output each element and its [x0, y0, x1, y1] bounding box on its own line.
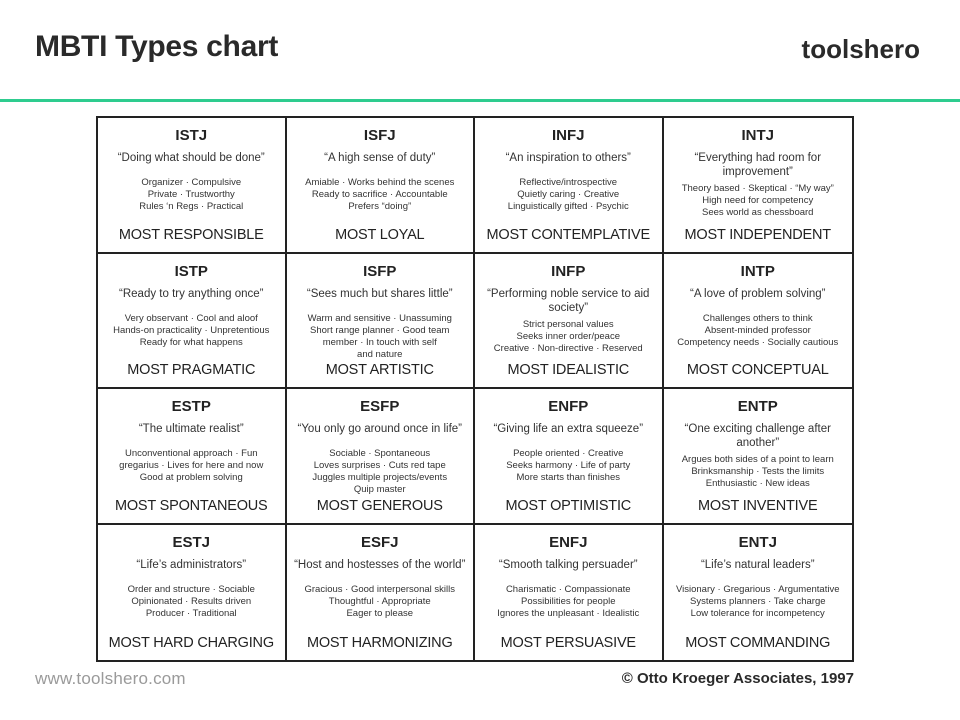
trait-line: Charismatic · Compassionate [505, 583, 631, 595]
trait-line: Loves surprises · Cuts red tape [313, 460, 446, 471]
trait-line: More starts than finishes [516, 472, 620, 483]
trait-line: Unconventional approach · Fun [124, 448, 258, 459]
trait-line: Ready to sacrifice · Accountable [311, 189, 448, 200]
trait-line: Challenges others to think [702, 312, 813, 324]
type-quote: “Life’s natural leaders” [700, 558, 815, 571]
mbti-grid [96, 116, 854, 662]
type-traits [290, 584, 471, 620]
type-label: MOST SPONTANEOUS [114, 497, 268, 514]
type-label: MOST INVENTIVE [698, 497, 818, 514]
trait-line: Argues both sides of a point to learn [681, 454, 834, 465]
trait-line: Strict personal values [522, 318, 614, 330]
trait-line: Gracious · Good interpersonal skills [304, 583, 455, 595]
trait-line: Producer · Traditional [145, 607, 237, 619]
type-cell-estj [98, 525, 287, 661]
type-cell-enfj [475, 525, 664, 661]
type-quote: “Everything had room for improvement” [694, 152, 822, 178]
type-code: INFP [551, 262, 586, 280]
type-quote: “Smooth talking persuader” [498, 558, 638, 571]
type-code: ENTP [737, 398, 778, 415]
copyright-notice: © Otto Kroeger Associates, 1997 [621, 670, 854, 687]
type-code: ESTJ [172, 533, 210, 551]
trait-line: Reflective/introspective [519, 177, 618, 188]
type-quote: “Life’s administrators” [136, 558, 247, 571]
trait-line: Organizer · Compulsive [141, 177, 242, 188]
type-quote: “Doing what should be done” [117, 152, 265, 164]
trait-line: Opinionated · Results driven [131, 595, 252, 607]
type-quote: “Giving life an extra squeeze” [493, 423, 644, 435]
type-traits [101, 448, 282, 484]
trait-line: Creative · Non-directive · Reserved [493, 342, 643, 354]
type-label: MOST GENEROUS [316, 497, 443, 514]
type-label: MOST INDEPENDENT [684, 226, 831, 243]
type-quote: “A love of problem solving” [689, 287, 826, 300]
trait-line: Sees world as chessboard [702, 207, 814, 218]
type-label: MOST IDEALISTIC [507, 362, 630, 378]
type-code: ENFJ [549, 533, 588, 551]
type-quote: “An inspiration to others” [505, 152, 631, 164]
trait-line: Competency needs · Socially cautious [677, 336, 839, 348]
type-label: MOST PRAGMATIC [127, 362, 256, 378]
trait-line: member · In touch with self [322, 336, 437, 348]
type-label: MOST CONCEPTUAL [686, 362, 829, 378]
type-cell-infj [475, 118, 664, 254]
type-traits [101, 177, 282, 213]
trait-line: Sociable · Spontaneous [329, 448, 431, 459]
type-traits [478, 448, 659, 484]
type-cell-infp [475, 254, 664, 390]
type-cell-estp [98, 389, 287, 525]
trait-line: Private · Trustworthy [147, 189, 235, 200]
type-quote: “One exciting challenge after another” [684, 423, 831, 449]
type-code: ESFP [360, 398, 400, 415]
trait-line: Theory based · Skeptical · “My way” [681, 183, 834, 194]
trait-line: Juggles multiple projects/events [312, 472, 448, 483]
type-traits [290, 313, 471, 361]
trait-line: Ignores the unpleasant · Idealistic [497, 607, 640, 619]
trait-line: Order and structure · Sociable [127, 583, 255, 595]
type-traits [478, 584, 659, 620]
trait-line: Quip master [353, 484, 406, 495]
type-cell-entp [664, 389, 853, 525]
type-code: ISTJ [175, 127, 208, 144]
type-label: MOST HARD CHARGING [108, 635, 274, 651]
trait-line: Quietly caring · Creative [517, 189, 620, 200]
website-link[interactable]: www.toolshero.com [35, 669, 186, 688]
page-title: MBTI Types chart [35, 30, 279, 63]
type-cell-enfp [475, 389, 664, 525]
type-cell-intj [664, 118, 853, 254]
trait-line: People oriented · Creative [513, 448, 624, 459]
type-cell-isfj [287, 118, 476, 254]
trait-line: Systems planners · Take charge [689, 595, 826, 607]
trait-line: Visionary · Gregarious · Argumentative [675, 583, 840, 595]
type-quote: “Sees much but shares little” [306, 287, 453, 300]
type-code: ISFP [363, 262, 397, 280]
type-quote: “A high sense of duty” [324, 152, 436, 164]
trait-line: Eager to please [346, 607, 414, 619]
type-traits [667, 313, 850, 349]
type-quote: “Host and hostesses of the world” [294, 558, 466, 571]
trait-line: Seeks harmony · Life of party [506, 460, 631, 471]
trait-line: Ready for what happens [139, 336, 243, 348]
trait-line: Enthusiastic · New ideas [705, 478, 810, 489]
type-label: MOST COMMANDING [685, 635, 831, 651]
type-label: MOST PERSUASIVE [500, 635, 636, 651]
type-cell-isfp [287, 254, 476, 390]
type-cell-istj [98, 118, 287, 254]
type-traits [478, 319, 659, 355]
trait-line: Good at problem solving [139, 472, 243, 483]
type-code: ESTP [171, 398, 211, 415]
trait-line: High need for competency [702, 195, 814, 206]
trait-line: Very observant · Cool and aloof [124, 312, 258, 324]
trait-line: Low tolerance for incompetency [690, 607, 825, 619]
type-traits [478, 177, 659, 213]
type-label: MOST OPTIMISTIC [505, 497, 632, 514]
type-label: MOST ARTISTIC [325, 362, 434, 378]
trait-line: Short range planner · Good team [310, 324, 450, 336]
brand-logo: toolshero [801, 34, 920, 64]
trait-line: Brinksmanship · Tests the limits [691, 466, 825, 477]
type-label: MOST RESPONSIBLE [118, 226, 264, 243]
type-cell-esfj [287, 525, 476, 661]
type-traits [667, 584, 850, 620]
trait-line: Warm and sensitive · Unassuming [307, 312, 452, 324]
type-code: ENFP [548, 398, 589, 415]
trait-line: Thoughtful · Appropriate [328, 595, 431, 607]
type-traits [101, 313, 282, 349]
trait-line: gregarius · Lives for here and now [119, 460, 264, 471]
type-cell-esfp [287, 389, 476, 525]
type-cell-entj [664, 525, 853, 661]
type-label: MOST LOYAL [335, 226, 425, 243]
type-quote: “You only go around once in life” [297, 423, 463, 435]
trait-line: and nature [357, 348, 403, 360]
trait-line: Amiable · Works behind the scenes [305, 177, 455, 188]
type-quote: “The ultimate realist” [138, 423, 244, 435]
trait-line: Prefers “doing” [348, 201, 412, 212]
type-traits [101, 584, 282, 620]
type-traits [667, 183, 850, 219]
type-code: INTP [740, 262, 775, 280]
type-code: ENTJ [738, 533, 777, 551]
trait-line: Possibilities for people [520, 595, 616, 607]
type-traits [667, 454, 850, 490]
trait-line: Hands-on practicality · Unpretentious [113, 324, 270, 336]
type-code: INTJ [741, 127, 774, 144]
trait-line: Rules ‘n Regs · Practical [139, 201, 244, 212]
type-label: MOST HARMONIZING [306, 635, 453, 651]
type-code: ISFJ [363, 127, 396, 144]
header-divider [0, 99, 960, 102]
trait-line: Absent-minded professor [704, 324, 811, 336]
type-quote: “Ready to try anything once” [119, 287, 264, 300]
type-traits [290, 448, 471, 496]
trait-line: Seeks inner order/peace [516, 330, 620, 342]
type-code: ISTP [174, 262, 208, 280]
type-code: INFJ [551, 127, 585, 144]
type-cell-istp [98, 254, 287, 390]
type-cell-intp [664, 254, 853, 390]
type-code: ESFJ [360, 533, 399, 551]
type-quote: “Performing noble service to aid society” [487, 287, 650, 314]
type-traits [290, 177, 471, 213]
type-label: MOST CONTEMPLATIVE [486, 226, 650, 243]
trait-line: Linguistically gifted · Psychic [507, 201, 629, 212]
